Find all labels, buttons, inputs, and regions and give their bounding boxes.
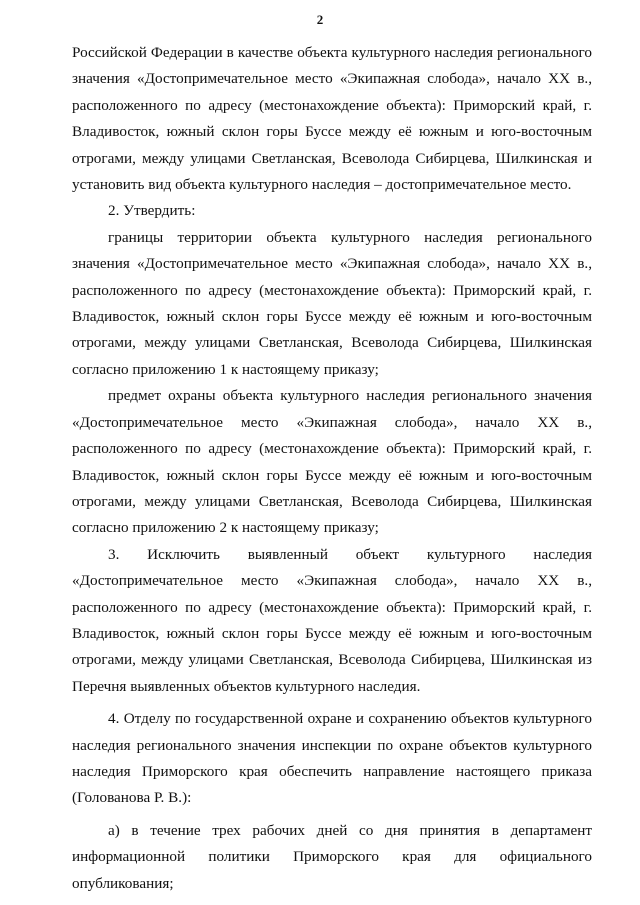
paragraph-continuation: Российской Федерации в качестве объекта культурного наследия регионального значения «Достопримечательное место «Экипажная слобода», начало XX в., расположенного по адресу (местонахождение объекта): Приморский край, г. Владивосток, южный склон горы Буссе между её южным и юго-восточным отрогами, между улицами Светланская, Всеволода Сибирцева, Шилкинская и установить вид объекта культурного наследия – достопримечательное место. [72,44,592,194]
paragraph-item-3: 3. Исключить выявленный объект культурного наследия «Достопримечательное место «Экипажная слобода», начало XX в., расположенного по адресу (местонахождение объекта): Приморский край, г. Владивосток, южный склон горы Буссе между её южным и юго-восточным отрогами, между улицами Светланская, Всеволода Сибирцева, Шилкинская из Перечня выявленных объектов культурного наследия. [72,545,592,695]
page-number: 2 [316,12,324,27]
paragraph-item-4a: а) в течение трех рабочих дней со дня принятия в департамент информационной политики Приморского края для официального опубликования; [72,821,592,892]
document-body [72,40,592,897]
paragraph-item-4: 4. Отделу по государственной охране и сохранению объектов культурного наследия регионального значения инспекции по охране объектов культурного наследия Приморского края обеспечить направление настоящего приказа (Голованова Р. В.): [72,710,592,807]
paragraph-protection-subject: предмет охраны объекта культурного наследия регионального значения «Достопримечательное место «Экипажная слобода», начало XX в., расположенного по адресу (местонахождение объекта): Приморский край, г. Владивосток, южный склон горы Буссе между её южным и юго-восточным отрогами, между улицами Светланская, Всеволода Сибирцева, Шилкинская согласно приложению 2 к настоящему приказу; [72,387,592,537]
paragraph-item-2-heading: 2. Утвердить: [108,202,196,220]
paragraph-territory-boundaries: границы территории объекта культурного наследия регионального значения «Достопримечательное место «Экипажная слобода», начало XX в., расположенного по адресу (местонахождение объекта): Приморский край, г. Владивосток, южный склон горы Буссе между её южным и юго-восточным отрогами, между улицами Светланская, Всеволода Сибирцева, Шилкинская согласно приложению 1 к настоящему приказу; [72,228,592,378]
